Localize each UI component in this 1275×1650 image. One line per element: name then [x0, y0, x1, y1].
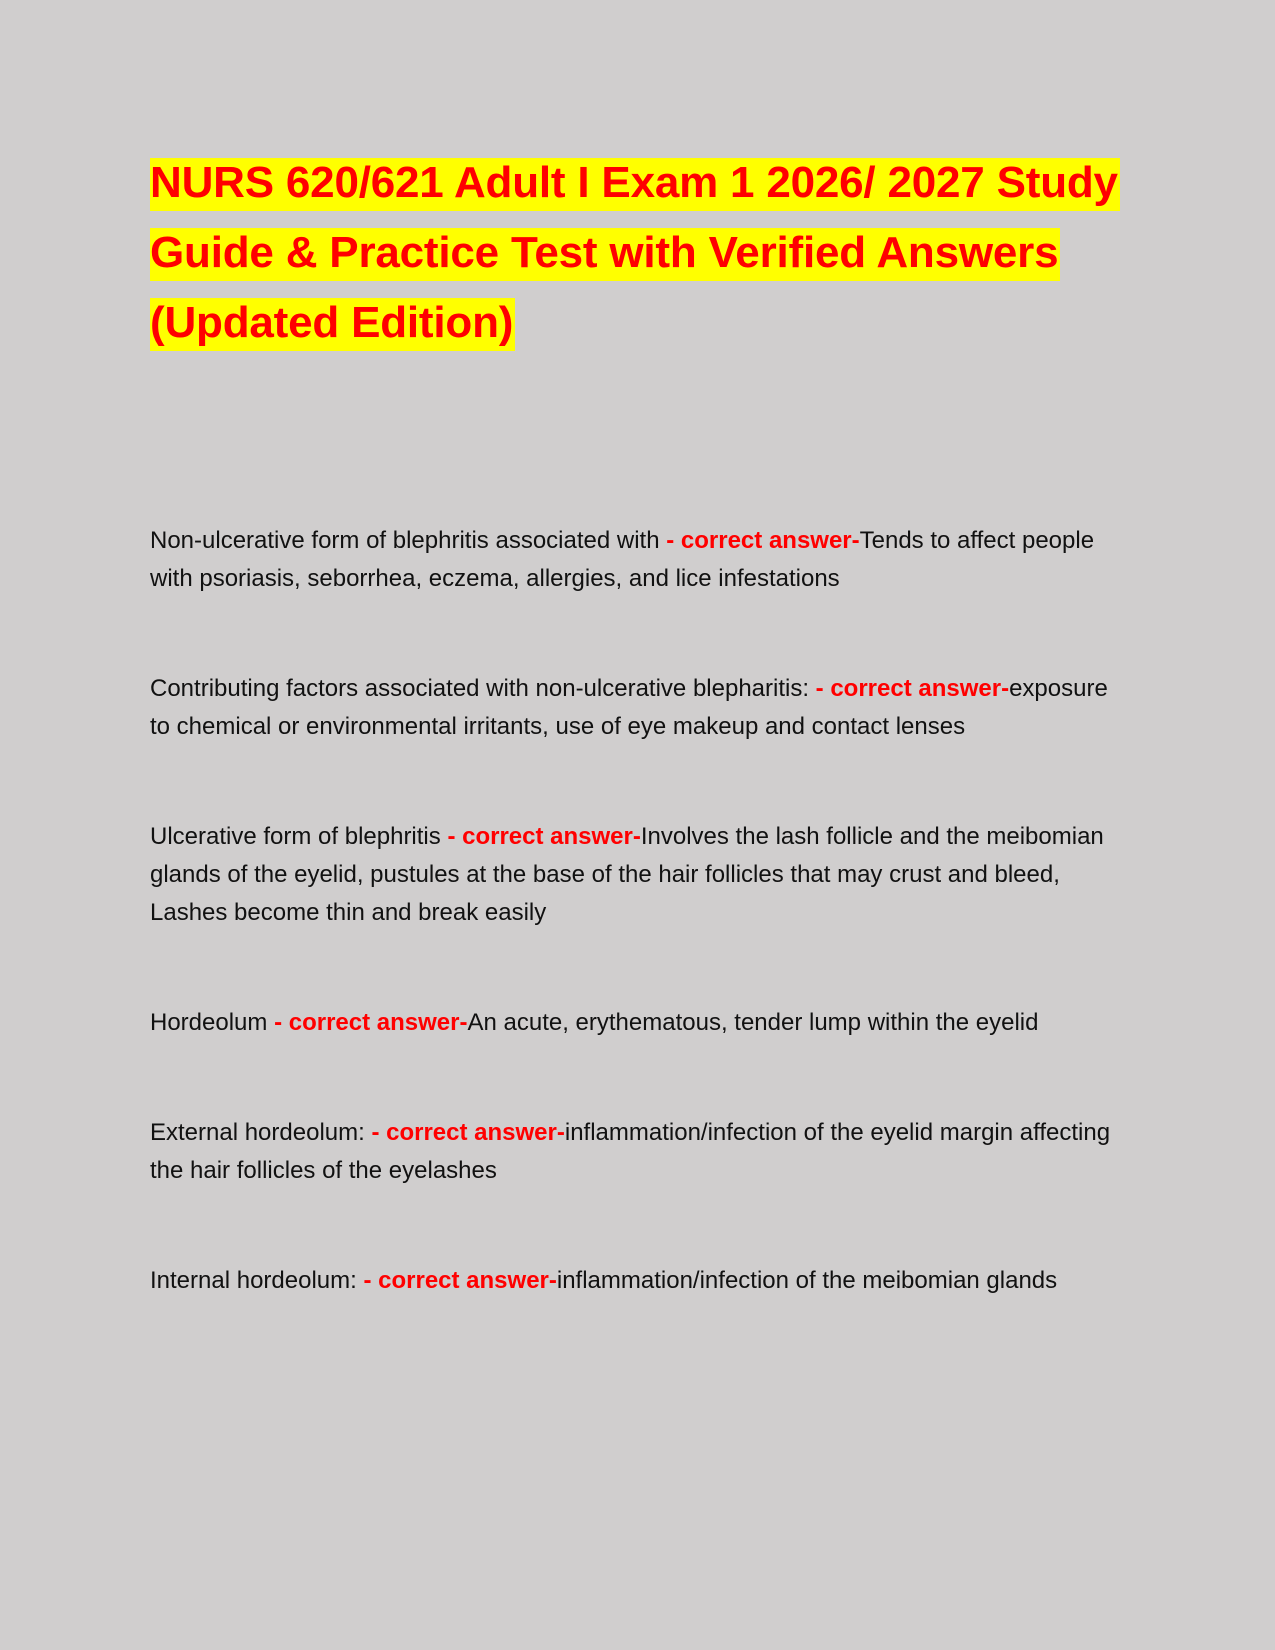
qa-question: Contributing factors associated with non-ulcerative blepharitis:: [150, 675, 816, 702]
correct-answer-marker: - correct answer-: [363, 1267, 557, 1294]
qa-item: [150, 522, 1130, 598]
qa-answer: inflammation/infection of the meibomian glands: [556, 1267, 1058, 1294]
qa-question: Non-ulcerative form of blephritis associated with: [150, 527, 667, 554]
qa-question: Internal hordeolum:: [150, 1267, 364, 1294]
correct-answer-marker: - correct answer-: [666, 527, 860, 554]
correct-answer-marker: - correct answer-: [815, 675, 1010, 702]
qa-item: [150, 1262, 1130, 1300]
qa-answer: Involves the lash follicle and the meibomian glands of the eyelid, pustules at the base of the hair follicles that may crust and bleed, Lashes become thin and break easily: [150, 823, 1104, 926]
qa-question: Hordeolum: [150, 1009, 275, 1036]
correct-answer-marker: - correct answer-: [274, 1009, 468, 1036]
qa-list: [150, 522, 1130, 1300]
qa-answer: inflammation/infection of the eyelid margin affecting the hair follicles of the eyelashes: [150, 1119, 1111, 1184]
qa-answer: Tends to affect people with psoriasis, seborrhea, eczema, allergies, and lice infestations: [150, 527, 1095, 592]
correct-answer-marker: - correct answer-: [371, 1119, 565, 1146]
qa-answer: exposure to chemical or environmental irritants, use of eye makeup and contact lenses: [150, 675, 1108, 740]
qa-answer: An acute, erythematous, tender lump within the eyelid: [467, 1009, 1039, 1036]
correct-answer-marker: - correct answer-: [447, 823, 641, 850]
document-header: [150, 148, 1130, 358]
document-title: [150, 148, 1130, 358]
document-title-highlight: NURS 620/621 Adult I Exam 1 2026/ 2027 Study Guide & Practice Test with Verified Answers (Updated Edition): [150, 158, 1120, 351]
qa-question: External hordeolum:: [150, 1119, 372, 1146]
qa-item: [150, 818, 1130, 932]
qa-item: [150, 1004, 1130, 1042]
qa-item: [150, 670, 1130, 746]
qa-question: Ulcerative form of blephritis: [150, 823, 448, 850]
qa-item: [150, 1114, 1130, 1190]
